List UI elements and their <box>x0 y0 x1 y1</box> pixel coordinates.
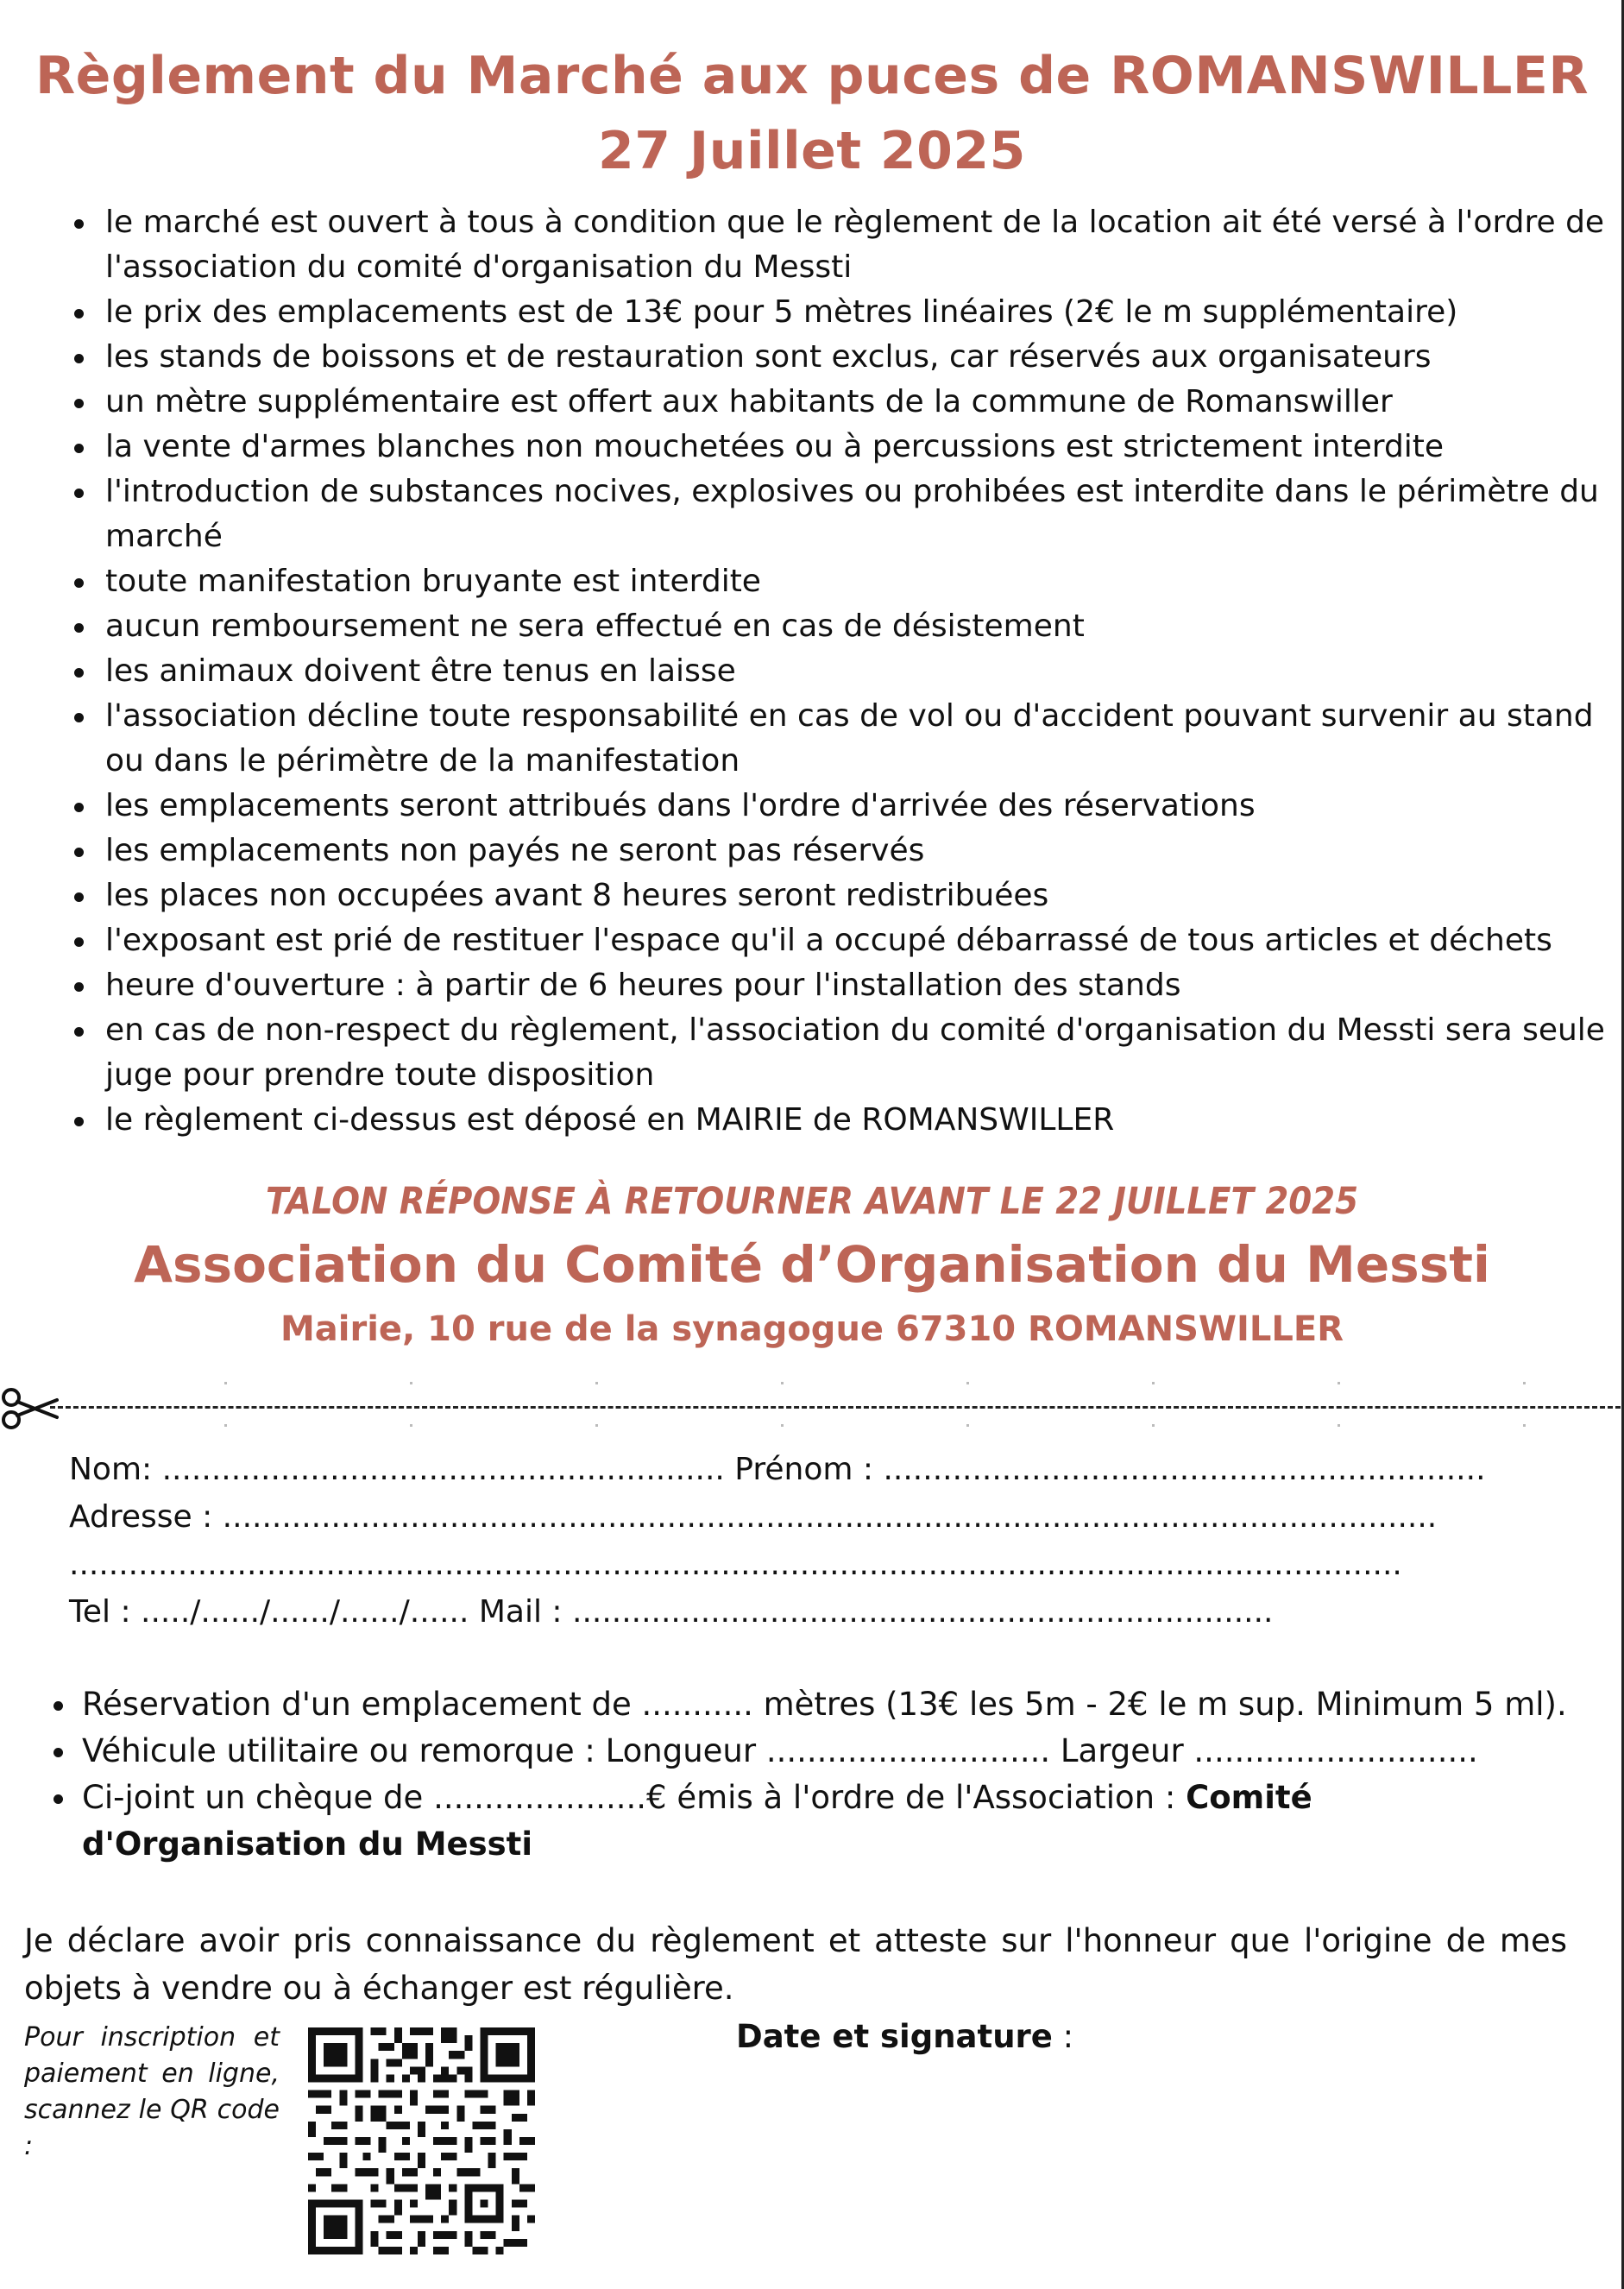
cheque-text: Ci-joint un chèque de .....................€ émis à l'ordre de l'Association : <box>82 1779 1187 1816</box>
page-title: Règlement du Marché aux puces de ROMANSWILLER <box>35 46 1589 106</box>
association-address: Mairie, 10 rue de la synagogue 67310 ROMANSWILLER <box>280 1309 1344 1349</box>
rule-item: le marché est ouvert à tous à condition que le règlement de la location ait été versé à l'ordre de l'association du comité d'organisation du Messti <box>105 200 1615 290</box>
rules-list <box>60 200 1615 1143</box>
rule-item: en cas de non-respect du règlement, l'association du comité d'organisation du Messti sera seule juge pour prendre toute disposition <box>105 1008 1615 1098</box>
rule-item: l'exposant est prié de restituer l'espace qu'il a occupé débarrassé de tous articles et déchets <box>105 918 1615 963</box>
date-signature-colon: : <box>1052 2018 1074 2055</box>
date-signature[interactable] <box>736 2011 1073 2063</box>
faint-dots-bottom <box>224 1424 1536 1428</box>
reservation-list <box>39 1681 1583 1868</box>
cheque-payee: Comité d'Organisation du Messti <box>82 1779 1312 1863</box>
rule-item: l'introduction de substances nocives, explosives ou prohibées est interdite dans le périmètre du marché <box>105 470 1615 559</box>
rule-item: l'association décline toute responsabilité en cas de vol ou d'accident pouvant survenir au stand ou dans le périmètre de la manifestation <box>105 694 1615 784</box>
rule-item: toute manifestation bruyante est interdite <box>105 559 1615 604</box>
rule-item: les places non occupées avant 8 heures seront redistribuées <box>105 873 1615 918</box>
faint-dots-top <box>224 1382 1536 1385</box>
address-field-line-2[interactable]: ....................................................................................................................................... <box>69 1547 1402 1582</box>
rule-item: un mètre supplémentaire est offert aux habitants de la commune de Romanswiller <box>105 380 1615 425</box>
name-field-line[interactable]: Nom: ......................................................... Prénom : ............................................................. <box>69 1452 1486 1487</box>
rule-item: aucun remboursement ne sera effectué en cas de désistement <box>105 604 1615 649</box>
vehicle-item: Véhicule utilitaire ou remorque : Longueur ............................ Largeur ............................ <box>82 1728 1583 1775</box>
rule-item: les emplacements non payés ne seront pas réservés <box>105 829 1615 873</box>
talon-heading: TALON RÉPONSE À RETOURNER AVANT LE 22 JUILLET 2025 <box>265 1180 1359 1223</box>
declaration-text: Je déclare avoir pris connaissance du règlement et atteste sur l'honneur que l'origine de mes objets à vendre ou à échanger est régulière. <box>24 1922 1567 2007</box>
date-signature-label: Date et signature <box>736 2018 1053 2055</box>
cheque-item <box>82 1775 1583 1868</box>
rule-item: heure d'ouverture : à partir de 6 heures pour l'installation des stands <box>105 963 1615 1008</box>
rule-item: les animaux doivent être tenus en laisse <box>105 649 1615 694</box>
reservation-length-item: Réservation d'un emplacement de ........... mètres (13€ les 5m - 2€ le m sup. Minimum 5 ml). <box>82 1681 1583 1728</box>
phone-mail-field-line[interactable]: Tel : ...../....../....../....../...... Mail : ....................................................................... <box>69 1594 1274 1630</box>
qr-code[interactable] <box>308 2027 535 2254</box>
cut-line <box>50 1406 1621 1409</box>
rule-item: la vente d'armes blanches non mouchetées ou à percussions est strictement interdite <box>105 425 1615 470</box>
rule-item: le prix des emplacements est de 13€ pour 5 mètres linéaires (2€ le m supplémentaire) <box>105 290 1615 335</box>
address-field-line[interactable]: Adresse : ........................................................................................................................... <box>69 1499 1438 1535</box>
event-date: 27 Juillet 2025 <box>598 121 1026 181</box>
scissors-icon <box>0 1383 59 1435</box>
rule-item: les emplacements seront attribués dans l'ordre d'arrivée des réservations <box>105 784 1615 829</box>
rule-item: les stands de boissons et de restauration sont exclus, car réservés aux organisateurs <box>105 335 1615 380</box>
association-name: Association du Comité d’Organisation du Messti <box>134 1235 1490 1294</box>
rule-item: le règlement ci-dessus est déposé en MAIRIE de ROMANSWILLER <box>105 1098 1615 1143</box>
qr-note: Pour inscription et paiement en ligne, scannez le QR code : <box>24 2022 280 2161</box>
reply-form <box>69 1446 1486 1636</box>
